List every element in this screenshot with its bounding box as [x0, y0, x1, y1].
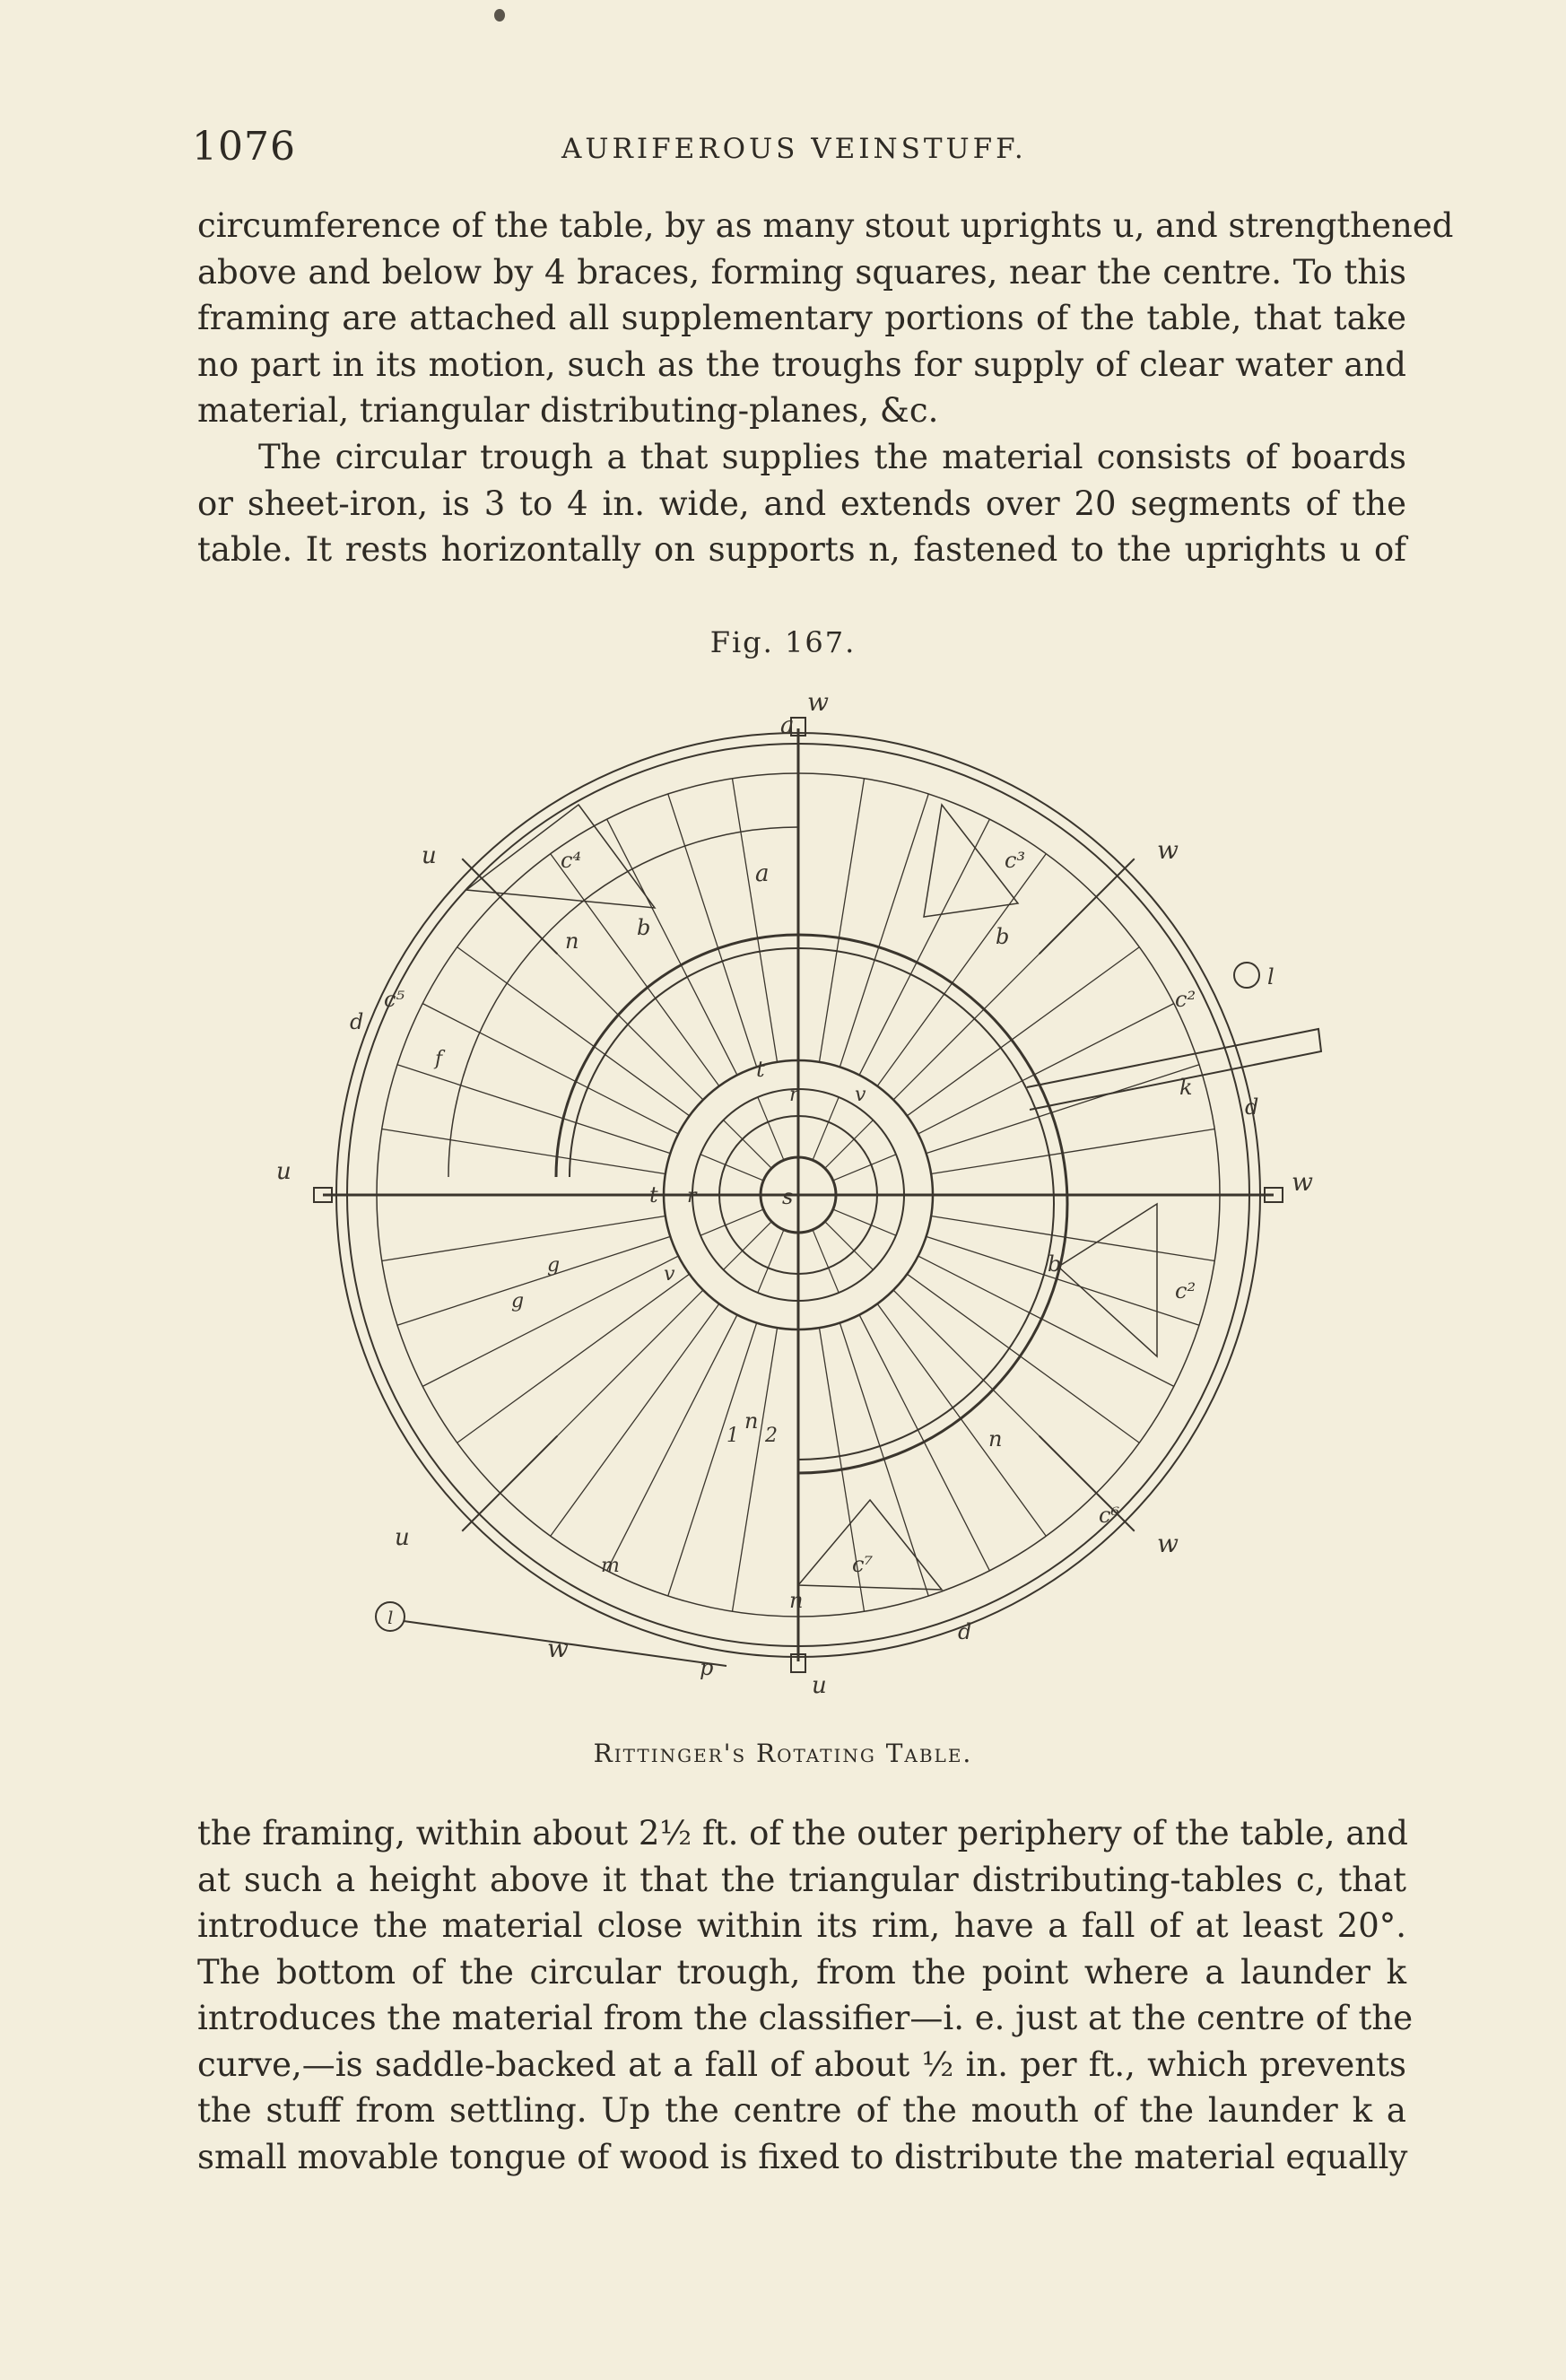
figure-rotating-table: [260, 675, 1336, 1706]
label-u: u: [395, 1524, 410, 1551]
table-segment-line: [931, 1129, 1214, 1173]
label-n: n: [565, 928, 579, 954]
label-r: r: [789, 1084, 799, 1106]
figure-caption: Rittinger's Rotating Table.: [593, 1739, 973, 1768]
label-u: u: [276, 1158, 291, 1185]
hub-segment-line: [825, 1120, 874, 1169]
label-c3: c³: [1005, 848, 1026, 873]
text-line: above and below by 4 braces, forming squares, near the centre. To this: [197, 252, 1406, 292]
label-n: n: [744, 1408, 759, 1434]
label-w: w: [547, 1634, 569, 1663]
label-u: u: [812, 1672, 827, 1699]
text-line: circumference of the table, by as many stout uprights u, and strengthened: [197, 206, 1454, 245]
label-w: w: [807, 687, 829, 717]
table-segment-line: [732, 779, 777, 1062]
paragraph-1: [197, 203, 1454, 434]
hub-segment-line: [758, 1097, 784, 1160]
label-d: d: [1245, 1094, 1259, 1120]
launder-k: [1027, 1029, 1321, 1110]
label-c5: c⁵: [384, 987, 405, 1012]
hub-segment-line: [724, 1120, 772, 1169]
hub-segment-line: [758, 1230, 784, 1293]
paragraph-3: [197, 1810, 1414, 2180]
label-w: w: [1292, 1167, 1313, 1197]
label-k: k: [1179, 1075, 1193, 1100]
text-line: The circular trough a that supplies the material consists of boards: [258, 438, 1406, 476]
trough-arc-a: [556, 935, 798, 1177]
label-c7: c⁷: [852, 1552, 874, 1577]
text-line: introduce the material close within its rim, have a fall of at least 20°.: [197, 1906, 1406, 1945]
text-line: the framing, within about 2½ ft. of the outer periphery of the table, and: [197, 1814, 1408, 1853]
text-line: material, triangular distributing-planes, &c.: [197, 391, 939, 430]
text-line: table. It rests horizontally on supports n, fastened to the uprights u of: [197, 530, 1406, 569]
text-line: no part in its motion, such as the troughs for supply of clear water and: [197, 344, 1406, 384]
hub-segment-line: [813, 1230, 839, 1293]
text-line: framing are attached all supplementary portions of the table, that take: [197, 299, 1406, 337]
label-c4: c⁴: [561, 848, 582, 873]
page-header: [192, 124, 1403, 169]
label-c2: c²: [1175, 1278, 1196, 1303]
label-n: n: [789, 1588, 804, 1613]
text-line: curve,—is saddle-backed at a fall of about ½ in. per ft., which prevents: [197, 2044, 1406, 2084]
label-a: a: [755, 860, 770, 887]
label-b: b: [996, 924, 1010, 949]
wheel-l-right: [1234, 963, 1259, 988]
text-line: introduces the material from the classifier—i. e. just at the centre of the: [197, 1999, 1414, 2037]
running-title: AURIFEROUS VEINSTUFF.: [561, 133, 1027, 165]
text-line: the stuff from settling. Up the centre of the mouth of the launder k a: [197, 2091, 1406, 2130]
trough-arc-outer: [448, 827, 798, 1177]
diagonal-upright-line: [1040, 1436, 1135, 1531]
label-d: d: [958, 1619, 972, 1644]
table-segment-line: [382, 1129, 666, 1173]
label-b: b: [1048, 1251, 1062, 1277]
label-p: p: [700, 1655, 714, 1680]
distributing-plane-c2: [1058, 1204, 1157, 1356]
label-a: a: [780, 712, 795, 739]
figure-label: Fig. 167.: [709, 625, 857, 659]
text-line: The bottom of the circular trough, from the point where a launder k: [197, 1952, 1406, 1992]
label-g: g: [511, 1290, 525, 1312]
hub-segment-line: [825, 1222, 874, 1270]
table-segment-line: [877, 1303, 1046, 1536]
label-g: g: [547, 1254, 561, 1277]
diagonal-upright-line: [1040, 859, 1135, 954]
text-line: at such a height above it that the triangular distributing-tables c, that: [197, 1860, 1406, 1899]
rotating-table-diagram: [260, 675, 1336, 1706]
hub-segment-line: [833, 1155, 896, 1181]
table-segment-line: [382, 1216, 666, 1260]
label-w: w: [1157, 1529, 1179, 1558]
table-segment-line: [732, 1328, 777, 1611]
label-w: w: [1157, 835, 1179, 865]
text-line: small movable tongue of wood is fixed to distribute the material equally: [197, 2137, 1408, 2176]
table-segment-line: [819, 779, 864, 1062]
ink-dot: [494, 9, 505, 22]
table-segment-line: [551, 1303, 719, 1536]
trough-arc-d: [798, 948, 1054, 1460]
label-r: r: [687, 1185, 697, 1207]
diagonal-upright-line: [462, 1436, 557, 1531]
hub-segment-line: [813, 1097, 839, 1160]
label-1: 1: [726, 1425, 739, 1447]
label-l: l: [387, 1607, 394, 1628]
diagonal-upright-line: [462, 859, 557, 954]
label-s: s: [782, 1184, 794, 1209]
paragraph-2: [197, 434, 1406, 573]
page-number: 1076: [192, 124, 296, 170]
label-c2: c²: [1175, 987, 1196, 1012]
label-2: 2: [765, 1425, 778, 1447]
table-segment-line: [457, 1274, 690, 1443]
hub-segment-line: [700, 1155, 763, 1181]
label-b: b: [637, 915, 651, 940]
label-v: v: [855, 1084, 866, 1106]
table-segment-line: [931, 1216, 1214, 1260]
label-f: f: [435, 1048, 443, 1070]
table-segment-line: [907, 947, 1139, 1116]
label-l: l: [1267, 964, 1275, 989]
label-c6: c⁶: [1099, 1503, 1120, 1528]
label-v: v: [664, 1263, 675, 1286]
label-u: u: [422, 842, 437, 869]
hub-segment-line: [700, 1209, 763, 1235]
hub-segment-line: [833, 1209, 896, 1235]
text-line: or sheet-iron, is 3 to 4 in. wide, and extends over 20 segments of the: [197, 484, 1406, 523]
hub-segment-line: [724, 1222, 772, 1270]
label-n: n: [988, 1426, 1003, 1452]
label-t: t: [649, 1182, 658, 1207]
label-m: m: [601, 1555, 620, 1577]
label-t: t: [756, 1057, 765, 1082]
label-d: d: [350, 1009, 364, 1034]
table-segment-line: [551, 854, 719, 1086]
table-segment-line: [907, 1274, 1139, 1443]
